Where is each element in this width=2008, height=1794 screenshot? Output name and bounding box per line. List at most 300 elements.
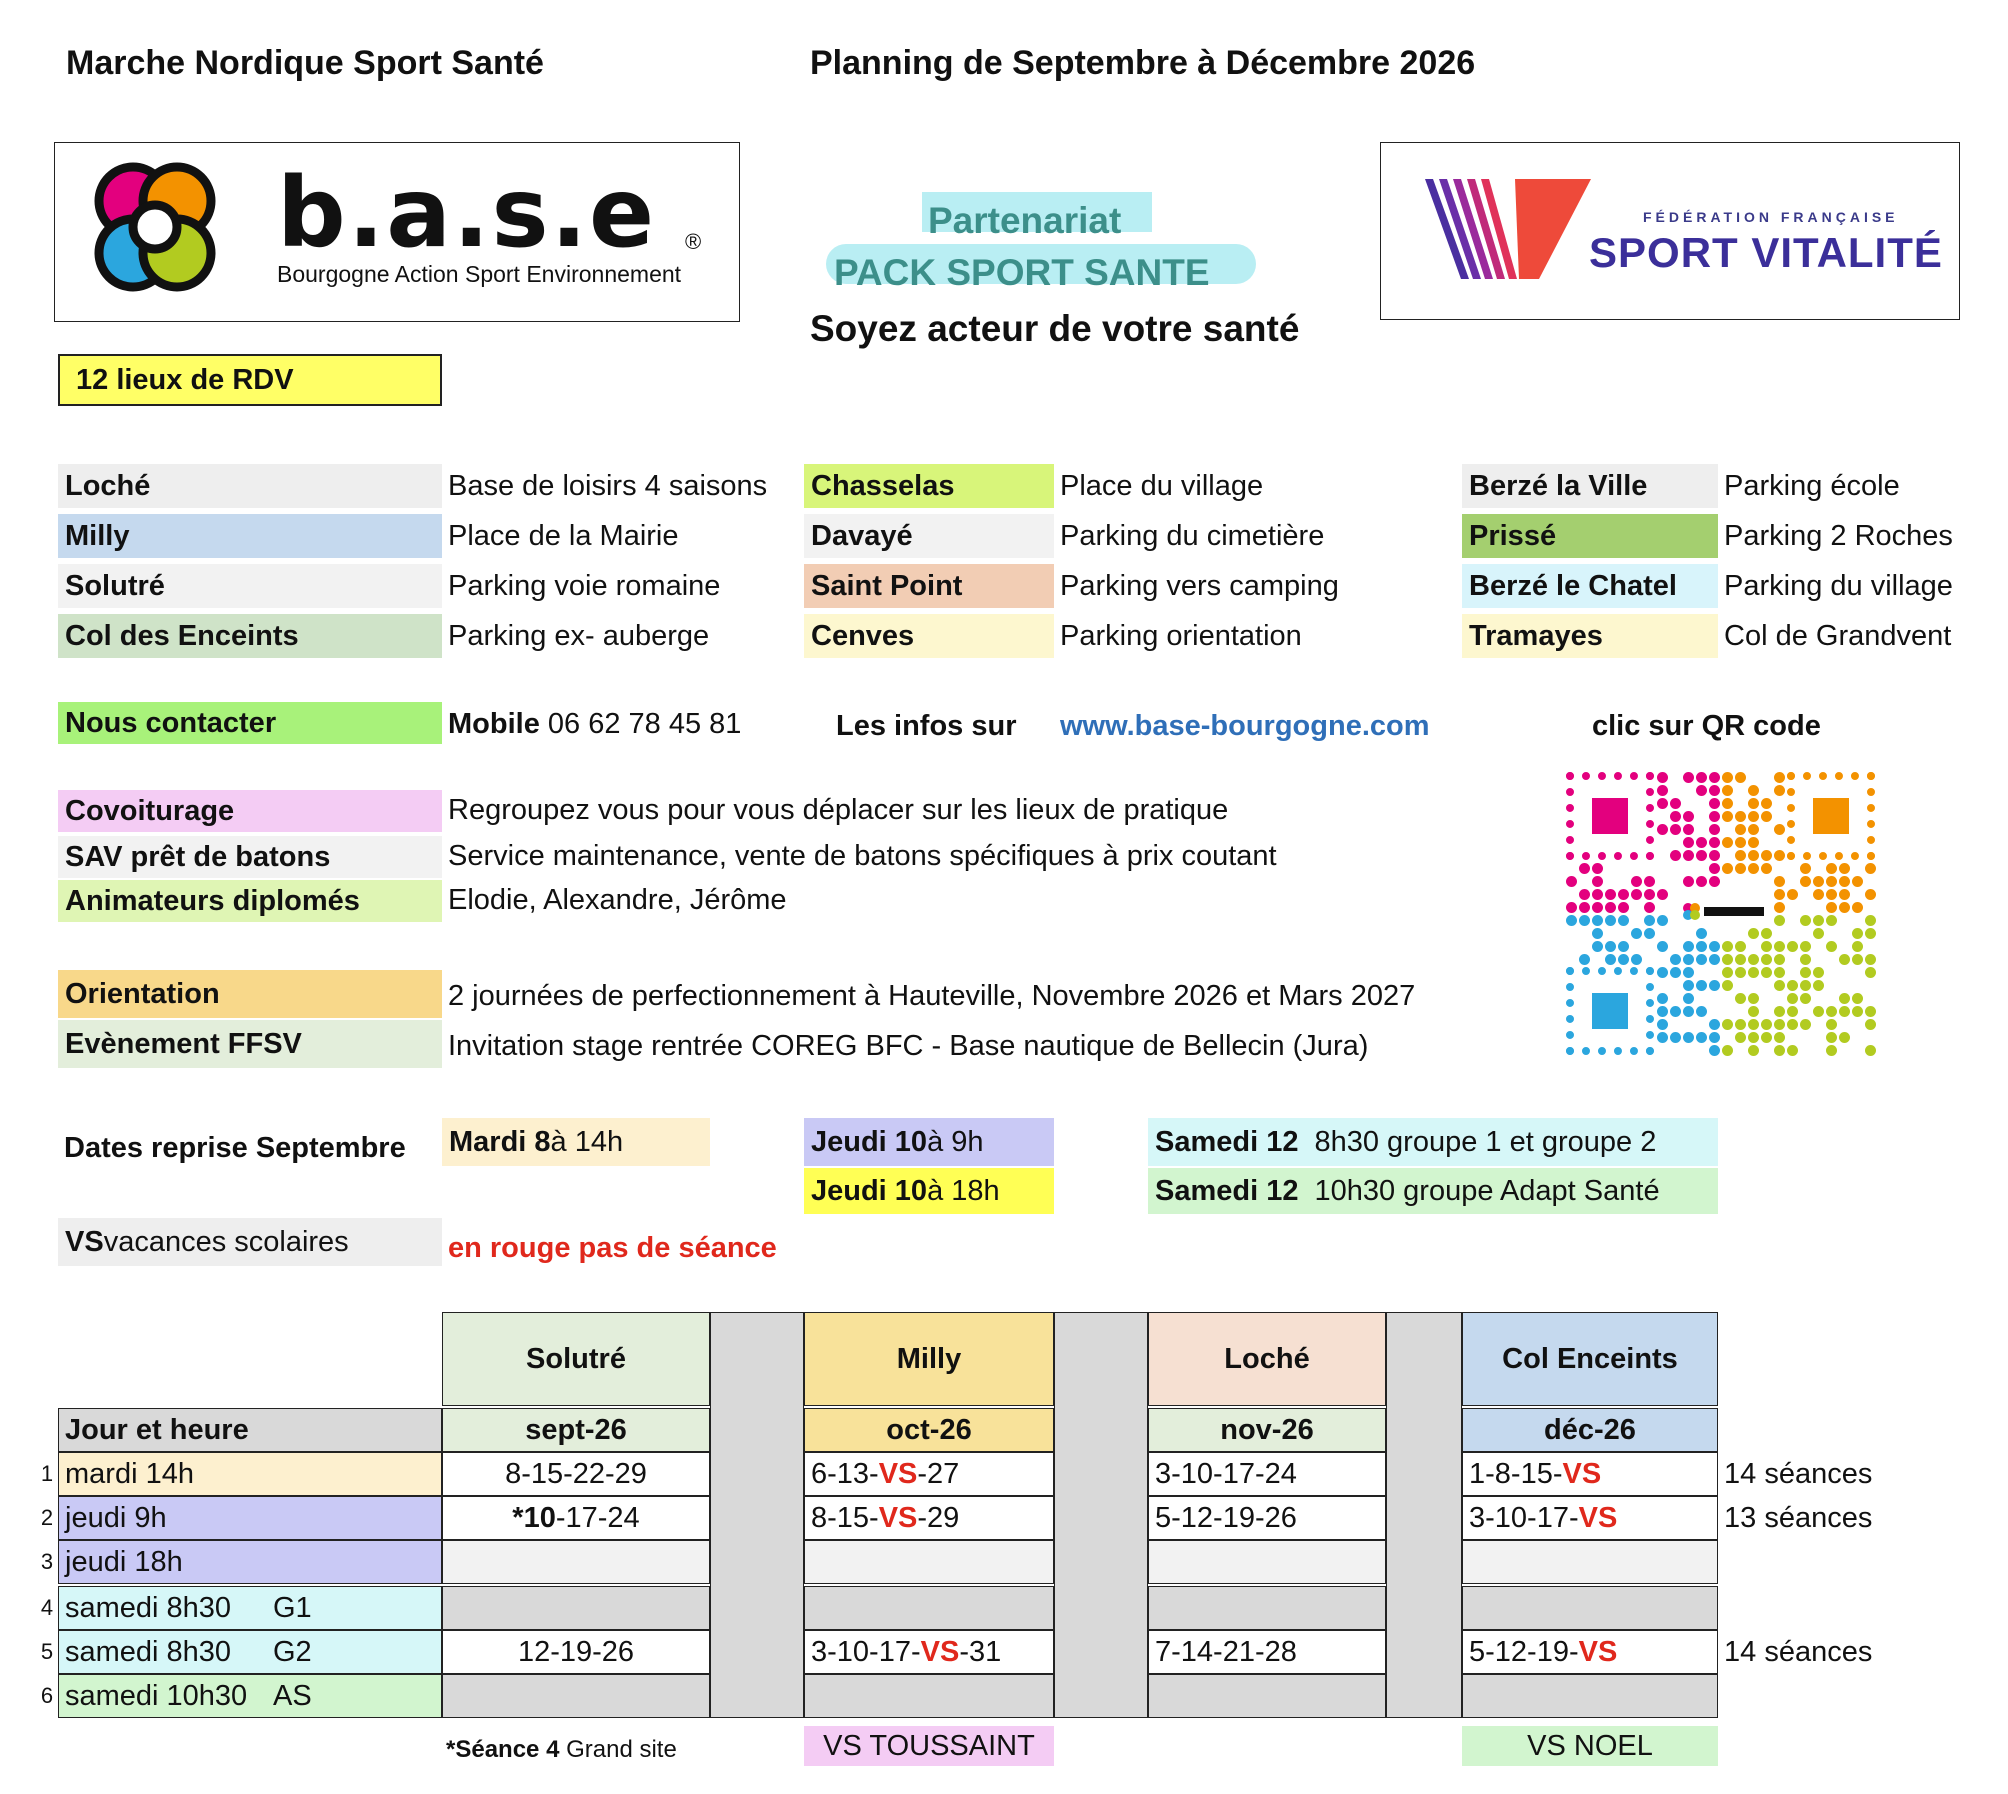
qr-dot — [1696, 980, 1707, 991]
day-cell — [58, 1674, 442, 1718]
vs-mark: VS — [920, 1635, 960, 1668]
qr-dot — [1761, 941, 1772, 952]
qr-dot — [1748, 785, 1759, 796]
qr-dot — [1722, 785, 1733, 796]
service-text: Elodie, Alexandre, Jérôme — [448, 884, 787, 916]
table-separator — [1054, 1312, 1148, 1718]
qr-dot — [1722, 1019, 1733, 1030]
qr-dot — [1865, 1006, 1876, 1017]
dates: 5-12-19- — [1469, 1635, 1579, 1668]
qr-dot — [1735, 850, 1746, 861]
qr-dot — [1683, 876, 1694, 887]
qr-dot — [1579, 915, 1590, 926]
qr-dot — [1683, 824, 1694, 835]
day-label: samedi 8h30 — [65, 1591, 232, 1624]
qr-dot — [1618, 889, 1629, 900]
qr-dot — [1800, 915, 1811, 926]
qr-dot — [1761, 863, 1772, 874]
qr-dot — [1774, 941, 1785, 952]
date-bold: 10 — [523, 1501, 556, 1534]
location-name: Berzé le Chatel — [1462, 564, 1718, 608]
qr-dot — [1839, 863, 1850, 874]
site-header: Col Enceints — [1462, 1312, 1718, 1406]
schedule-cell: 5-12-19-26 — [1148, 1496, 1386, 1540]
qr-dot — [1761, 1032, 1772, 1043]
schedule-cell — [1148, 1674, 1386, 1718]
location-name: Milly — [58, 514, 442, 558]
qr-dot — [1644, 902, 1655, 913]
schedule-cell — [804, 1452, 1054, 1496]
qr-dot — [1774, 824, 1785, 835]
qr-dot — [1774, 1019, 1785, 1030]
dates: -17-24 — [555, 1501, 640, 1534]
qr-dot — [1696, 954, 1707, 965]
qr-dot — [1852, 928, 1863, 939]
row-number: 1 — [40, 1461, 54, 1486]
table-separator — [1386, 1312, 1462, 1718]
day-cell — [58, 1586, 442, 1630]
reprise-jeudi-18h: Jeudi 10 à 18h — [804, 1168, 1054, 1214]
qr-dot — [1826, 941, 1837, 952]
qr-dot — [1839, 993, 1850, 1004]
qr-dot — [1787, 1045, 1798, 1056]
month-header: nov-26 — [1148, 1408, 1386, 1452]
vs-noel: VS NOEL — [1462, 1726, 1718, 1766]
qr-dot — [1657, 941, 1668, 952]
qr-dot — [1735, 811, 1746, 822]
qr-dot — [1865, 967, 1876, 978]
qr-dot — [1657, 824, 1668, 835]
jour-header: Jour et heure — [58, 1408, 442, 1452]
event-text: 2 journées de perfectionnement à Hauteville, Novembre 2026 et Mars 2027 — [448, 980, 1416, 1012]
qr-dot — [1735, 1019, 1746, 1030]
row-number: 4 — [40, 1595, 54, 1620]
day-label: mardi 14h — [65, 1457, 194, 1490]
service-label: Animateurs diplomés — [58, 880, 442, 922]
qr-dot — [1774, 1045, 1785, 1056]
qr-dot — [1852, 876, 1863, 887]
event-text: Invitation stage rentrée COREG BFC - Base nautique de Bellecin (Jura) — [448, 1030, 1369, 1062]
location-place: Parking voie romaine — [448, 570, 721, 602]
schedule-cell — [1462, 1674, 1718, 1718]
service-text: Regroupez vous pour vous déplacer sur les lieux de pratique — [448, 794, 1229, 826]
qr-dot — [1566, 876, 1577, 887]
qr-dot — [1722, 798, 1733, 809]
qr-dot — [1800, 941, 1811, 952]
qr-dot — [1787, 941, 1798, 952]
qr-dot — [1605, 954, 1616, 965]
qr-dot — [1800, 967, 1811, 978]
qr-dot — [1683, 954, 1694, 965]
row-number: 2 — [40, 1505, 54, 1530]
partner-line3: Soyez acteur de votre santé — [810, 308, 1300, 349]
schedule-cell — [442, 1496, 710, 1540]
qr-dot — [1709, 798, 1720, 809]
qr-dot — [1709, 837, 1720, 848]
schedule-cell — [1462, 1540, 1718, 1584]
qr-dot — [1683, 772, 1694, 783]
qr-dot — [1683, 980, 1694, 991]
reprise-mardi: Mardi 8 à 14h — [442, 1118, 710, 1166]
qr-dot — [1696, 1032, 1707, 1043]
qr-dot — [1826, 1032, 1837, 1043]
location-place: Col de Grandvent — [1724, 620, 1952, 652]
qr-dot — [1592, 928, 1603, 939]
qr-dot — [1605, 941, 1616, 952]
qr-dot — [1735, 1032, 1746, 1043]
qr-dot — [1800, 1019, 1811, 1030]
qr-dot — [1709, 863, 1720, 874]
qr-dot — [1683, 1032, 1694, 1043]
qr-dot — [1722, 967, 1733, 978]
qr-center-logo-icon — [1676, 896, 1772, 928]
day-cell — [58, 1496, 442, 1540]
qr-finder-icon — [1566, 772, 1654, 860]
qr-dot — [1800, 863, 1811, 874]
registered-mark: ® — [685, 229, 702, 254]
qr-dot — [1774, 980, 1785, 991]
qr-dot — [1813, 928, 1824, 939]
qr-dot — [1800, 954, 1811, 965]
qr-finder-center — [1592, 798, 1628, 834]
contact-label: Nous contacter — [58, 702, 442, 744]
qr-dot — [1644, 889, 1655, 900]
qr-dot — [1774, 785, 1785, 796]
day-label: jeudi 18h — [65, 1545, 183, 1578]
schedule-cell: 8-15-22-29 — [442, 1452, 710, 1496]
qr-dot — [1605, 915, 1616, 926]
dates: -27 — [917, 1457, 960, 1490]
day-label: samedi 8h30 — [65, 1635, 232, 1668]
qr-dot — [1657, 785, 1668, 796]
qr-dot — [1748, 837, 1759, 848]
qr-dot — [1670, 954, 1681, 965]
qr-label: clic sur QR code — [1592, 710, 1821, 742]
qr-dot — [1748, 954, 1759, 965]
schedule-cell — [442, 1540, 710, 1584]
qr-dot — [1696, 837, 1707, 848]
qr-dot — [1826, 863, 1837, 874]
location-name: Chasselas — [804, 464, 1054, 508]
qr-dot — [1592, 902, 1603, 913]
qr-dot — [1787, 993, 1798, 1004]
qr-dot — [1839, 954, 1850, 965]
location-name: Berzé la Ville — [1462, 464, 1718, 508]
qr-dot — [1748, 811, 1759, 822]
qr-dot — [1735, 863, 1746, 874]
qr-dot — [1748, 928, 1759, 939]
dates: 3-10-17- — [811, 1635, 921, 1668]
schedule-cell — [1148, 1586, 1386, 1630]
qr-dot — [1683, 1006, 1694, 1017]
qr-dot — [1696, 1006, 1707, 1017]
vs-legend: VS vacances scolaires — [58, 1218, 442, 1266]
dates: 1-8-15- — [1469, 1457, 1563, 1490]
qr-dot — [1657, 889, 1668, 900]
location-place: Parking 2 Roches — [1724, 520, 1953, 552]
qr-dot — [1709, 876, 1720, 887]
qr-dot — [1657, 1006, 1668, 1017]
qr-dot — [1592, 876, 1603, 887]
qr-dot — [1631, 889, 1642, 900]
qr-dot — [1826, 889, 1837, 900]
qr-dot — [1644, 928, 1655, 939]
day-label: jeudi 9h — [65, 1501, 167, 1534]
qr-dot — [1761, 967, 1772, 978]
qr-dot — [1813, 980, 1824, 991]
schedule-cell — [804, 1630, 1054, 1674]
qr-dot — [1709, 1045, 1720, 1056]
qr-dot — [1748, 798, 1759, 809]
qr-dot — [1696, 876, 1707, 887]
qr-dot — [1631, 954, 1642, 965]
month-header: oct-26 — [804, 1408, 1054, 1452]
qr-dot — [1657, 798, 1668, 809]
qr-dot — [1657, 1032, 1668, 1043]
vs-mark: VS — [1578, 1635, 1618, 1668]
qr-dot — [1670, 811, 1681, 822]
qr-dot — [1722, 772, 1733, 783]
month-header: déc-26 — [1462, 1408, 1718, 1452]
qr-dot — [1709, 811, 1720, 822]
row-number: 3 — [40, 1549, 54, 1574]
qr-dot — [1696, 928, 1707, 939]
qr-dot — [1761, 850, 1772, 861]
qr-dot — [1722, 837, 1733, 848]
qr-dot — [1774, 967, 1785, 978]
qr-dot — [1683, 993, 1694, 1004]
qr-dot — [1787, 1006, 1798, 1017]
vs-mark: VS — [878, 1501, 918, 1534]
qr-dot — [1709, 941, 1720, 952]
qr-dot — [1852, 941, 1863, 952]
qr-dot — [1670, 1006, 1681, 1017]
qr-dot — [1826, 1045, 1837, 1056]
schedule-cell — [804, 1674, 1054, 1718]
dates: 6-13- — [811, 1457, 879, 1490]
location-name: Tramayes — [1462, 614, 1718, 658]
qr-dot — [1696, 772, 1707, 783]
location-place: Parking vers camping — [1060, 570, 1339, 602]
qr-dot — [1787, 1019, 1798, 1030]
qr-dot — [1865, 954, 1876, 965]
seance-count: 14 séances — [1724, 1457, 1873, 1490]
qr-dot — [1839, 889, 1850, 900]
qr-dot — [1657, 967, 1668, 978]
location-name: Davayé — [804, 514, 1054, 558]
qr-dot — [1735, 941, 1746, 952]
qr-dot — [1813, 889, 1824, 900]
reprise-samedi-10h30: Samedi 12 10h30 groupe Adapt Santé — [1148, 1168, 1718, 1214]
qr-dot — [1644, 915, 1655, 926]
qr-dot — [1683, 837, 1694, 848]
dates: 8-15- — [811, 1501, 879, 1534]
dates: -29 — [917, 1501, 960, 1534]
qr-dot — [1748, 1006, 1759, 1017]
qr-dot — [1605, 902, 1616, 913]
qr-dot — [1657, 772, 1668, 783]
vs-toussaint: VS TOUSSAINT — [804, 1726, 1054, 1766]
qr-dot — [1735, 824, 1746, 835]
qr-dot — [1579, 954, 1590, 965]
qr-dot — [1592, 863, 1603, 874]
contact-mobile[interactable] — [448, 708, 741, 741]
day-cell — [58, 1630, 442, 1674]
qr-dot — [1683, 850, 1694, 861]
location-place: Base de loisirs 4 saisons — [448, 470, 768, 502]
location-place: Parking école — [1724, 470, 1900, 502]
qr-dot — [1774, 915, 1785, 926]
day-cell — [58, 1540, 442, 1584]
schedule-cell — [1462, 1452, 1718, 1496]
qr-dot — [1722, 863, 1733, 874]
qr-dot — [1683, 941, 1694, 952]
qr-dot — [1826, 902, 1837, 913]
qr-dot — [1592, 889, 1603, 900]
event-label: Evènement FFSV — [58, 1020, 442, 1068]
schedule-cell — [1462, 1586, 1718, 1630]
qr-dot — [1631, 928, 1642, 939]
qr-dot — [1748, 993, 1759, 1004]
vs-mark: VS — [878, 1457, 918, 1490]
qr-finder-center — [1813, 798, 1849, 834]
seance-count: 14 séances — [1724, 1635, 1873, 1668]
qr-dot — [1709, 1032, 1720, 1043]
qr-dot — [1696, 850, 1707, 861]
base-logo-box — [54, 142, 740, 322]
qr-dot — [1748, 967, 1759, 978]
ffsv-small: FÉDÉRATION FRANÇAISE — [1643, 209, 1899, 225]
site-header: Solutré — [442, 1312, 710, 1406]
qr-dot — [1839, 876, 1850, 887]
qr-dot — [1774, 1032, 1785, 1043]
qr-dot — [1657, 915, 1668, 926]
location-name: Loché — [58, 464, 442, 508]
vs-mark: VS — [1562, 1457, 1602, 1490]
qr-finder-icon — [1787, 772, 1875, 860]
qr-dot — [1696, 941, 1707, 952]
event-label: Orientation — [58, 970, 442, 1018]
site-header: Milly — [804, 1312, 1054, 1406]
qr-dot — [1813, 1006, 1824, 1017]
qr-dot — [1592, 941, 1603, 952]
schedule-cell — [1462, 1630, 1718, 1674]
reprise-label: Dates reprise Septembre — [64, 1132, 406, 1164]
location-name: Solutré — [58, 564, 442, 608]
location-place: Parking orientation — [1060, 620, 1302, 652]
website-link[interactable]: www.base-bourgogne.com — [1060, 710, 1430, 742]
vs-mark: VS — [1578, 1501, 1618, 1534]
partner-line2: PACK SPORT SANTE — [834, 252, 1210, 293]
qr-dot — [1865, 889, 1876, 900]
qr-dot — [1852, 954, 1863, 965]
qr-dot — [1774, 954, 1785, 965]
qr-dot — [1709, 850, 1720, 861]
star-mark: * — [512, 1501, 524, 1534]
qr-dot — [1618, 941, 1629, 952]
qr-dot — [1618, 954, 1629, 965]
location-place: Parking du village — [1724, 570, 1953, 602]
group-label: G2 — [273, 1635, 312, 1668]
qr-dot — [1800, 993, 1811, 1004]
qr-dot — [1852, 902, 1863, 913]
base-logo-icon — [85, 159, 225, 299]
qr-dot — [1618, 902, 1629, 913]
qr-dot — [1761, 798, 1772, 809]
qr-dot — [1709, 772, 1720, 783]
table-separator — [710, 1312, 804, 1718]
ffsv-big: SPORT VITALITÉ — [1589, 229, 1943, 276]
qr-finder-center — [1592, 993, 1628, 1029]
qr-dot — [1748, 850, 1759, 861]
qr-dot — [1709, 785, 1720, 796]
row-number: 6 — [40, 1683, 54, 1708]
qr-dot — [1670, 798, 1681, 809]
dates: -31 — [959, 1635, 1002, 1668]
qr-dot — [1774, 902, 1785, 913]
qr-dot — [1748, 824, 1759, 835]
qr-dot — [1852, 1006, 1863, 1017]
qr-dot — [1722, 980, 1733, 991]
qr-dot — [1852, 993, 1863, 1004]
qr-dot — [1748, 1045, 1759, 1056]
qr-dot — [1826, 1006, 1837, 1017]
qr-dot — [1709, 824, 1720, 835]
schedule-cell — [1462, 1496, 1718, 1540]
qr-dot — [1761, 954, 1772, 965]
qr-dot — [1722, 954, 1733, 965]
qr-dot — [1761, 928, 1772, 939]
reprise-samedi-8h30: Samedi 12 8h30 groupe 1 et groupe 2 — [1148, 1118, 1718, 1166]
qr-dot — [1579, 863, 1590, 874]
qr-dot — [1826, 876, 1837, 887]
qr-dot — [1774, 889, 1785, 900]
day-cell — [58, 1452, 442, 1496]
schedule-cell: 12-19-26 — [442, 1630, 710, 1674]
qr-dot — [1709, 954, 1720, 965]
qr-dot — [1683, 811, 1694, 822]
qr-dot — [1683, 967, 1694, 978]
qr-dot — [1709, 980, 1720, 991]
qr-code[interactable] — [1566, 772, 1878, 1060]
qr-dot — [1722, 811, 1733, 822]
month-header: sept-26 — [442, 1408, 710, 1452]
qr-dot — [1761, 811, 1772, 822]
base-tagline: Bourgogne Action Sport Environnement — [277, 261, 682, 287]
qr-dot — [1696, 785, 1707, 796]
schedule-cell — [804, 1540, 1054, 1584]
qr-dot — [1839, 1006, 1850, 1017]
qr-dot — [1826, 915, 1837, 926]
service-label: SAV prêt de batons — [58, 836, 442, 878]
qr-dot — [1813, 967, 1824, 978]
qr-dot — [1813, 876, 1824, 887]
qr-dot — [1566, 915, 1577, 926]
schedule-cell: 3-10-17-24 — [1148, 1452, 1386, 1496]
qr-dot — [1657, 993, 1668, 1004]
qr-finder-icon — [1566, 967, 1654, 1055]
schedule-cell — [1148, 1540, 1386, 1584]
site-header: Loché — [1148, 1312, 1386, 1406]
schedule-cell — [442, 1586, 710, 1630]
qr-dot — [1735, 993, 1746, 1004]
location-name: Saint Point — [804, 564, 1054, 608]
qr-dot — [1865, 863, 1876, 874]
mobile-number: 06 62 78 45 81 — [547, 708, 742, 740]
footnote: *Séance 4 Grand site — [446, 1736, 677, 1763]
qr-dot — [1800, 980, 1811, 991]
qr-dot — [1865, 915, 1876, 926]
